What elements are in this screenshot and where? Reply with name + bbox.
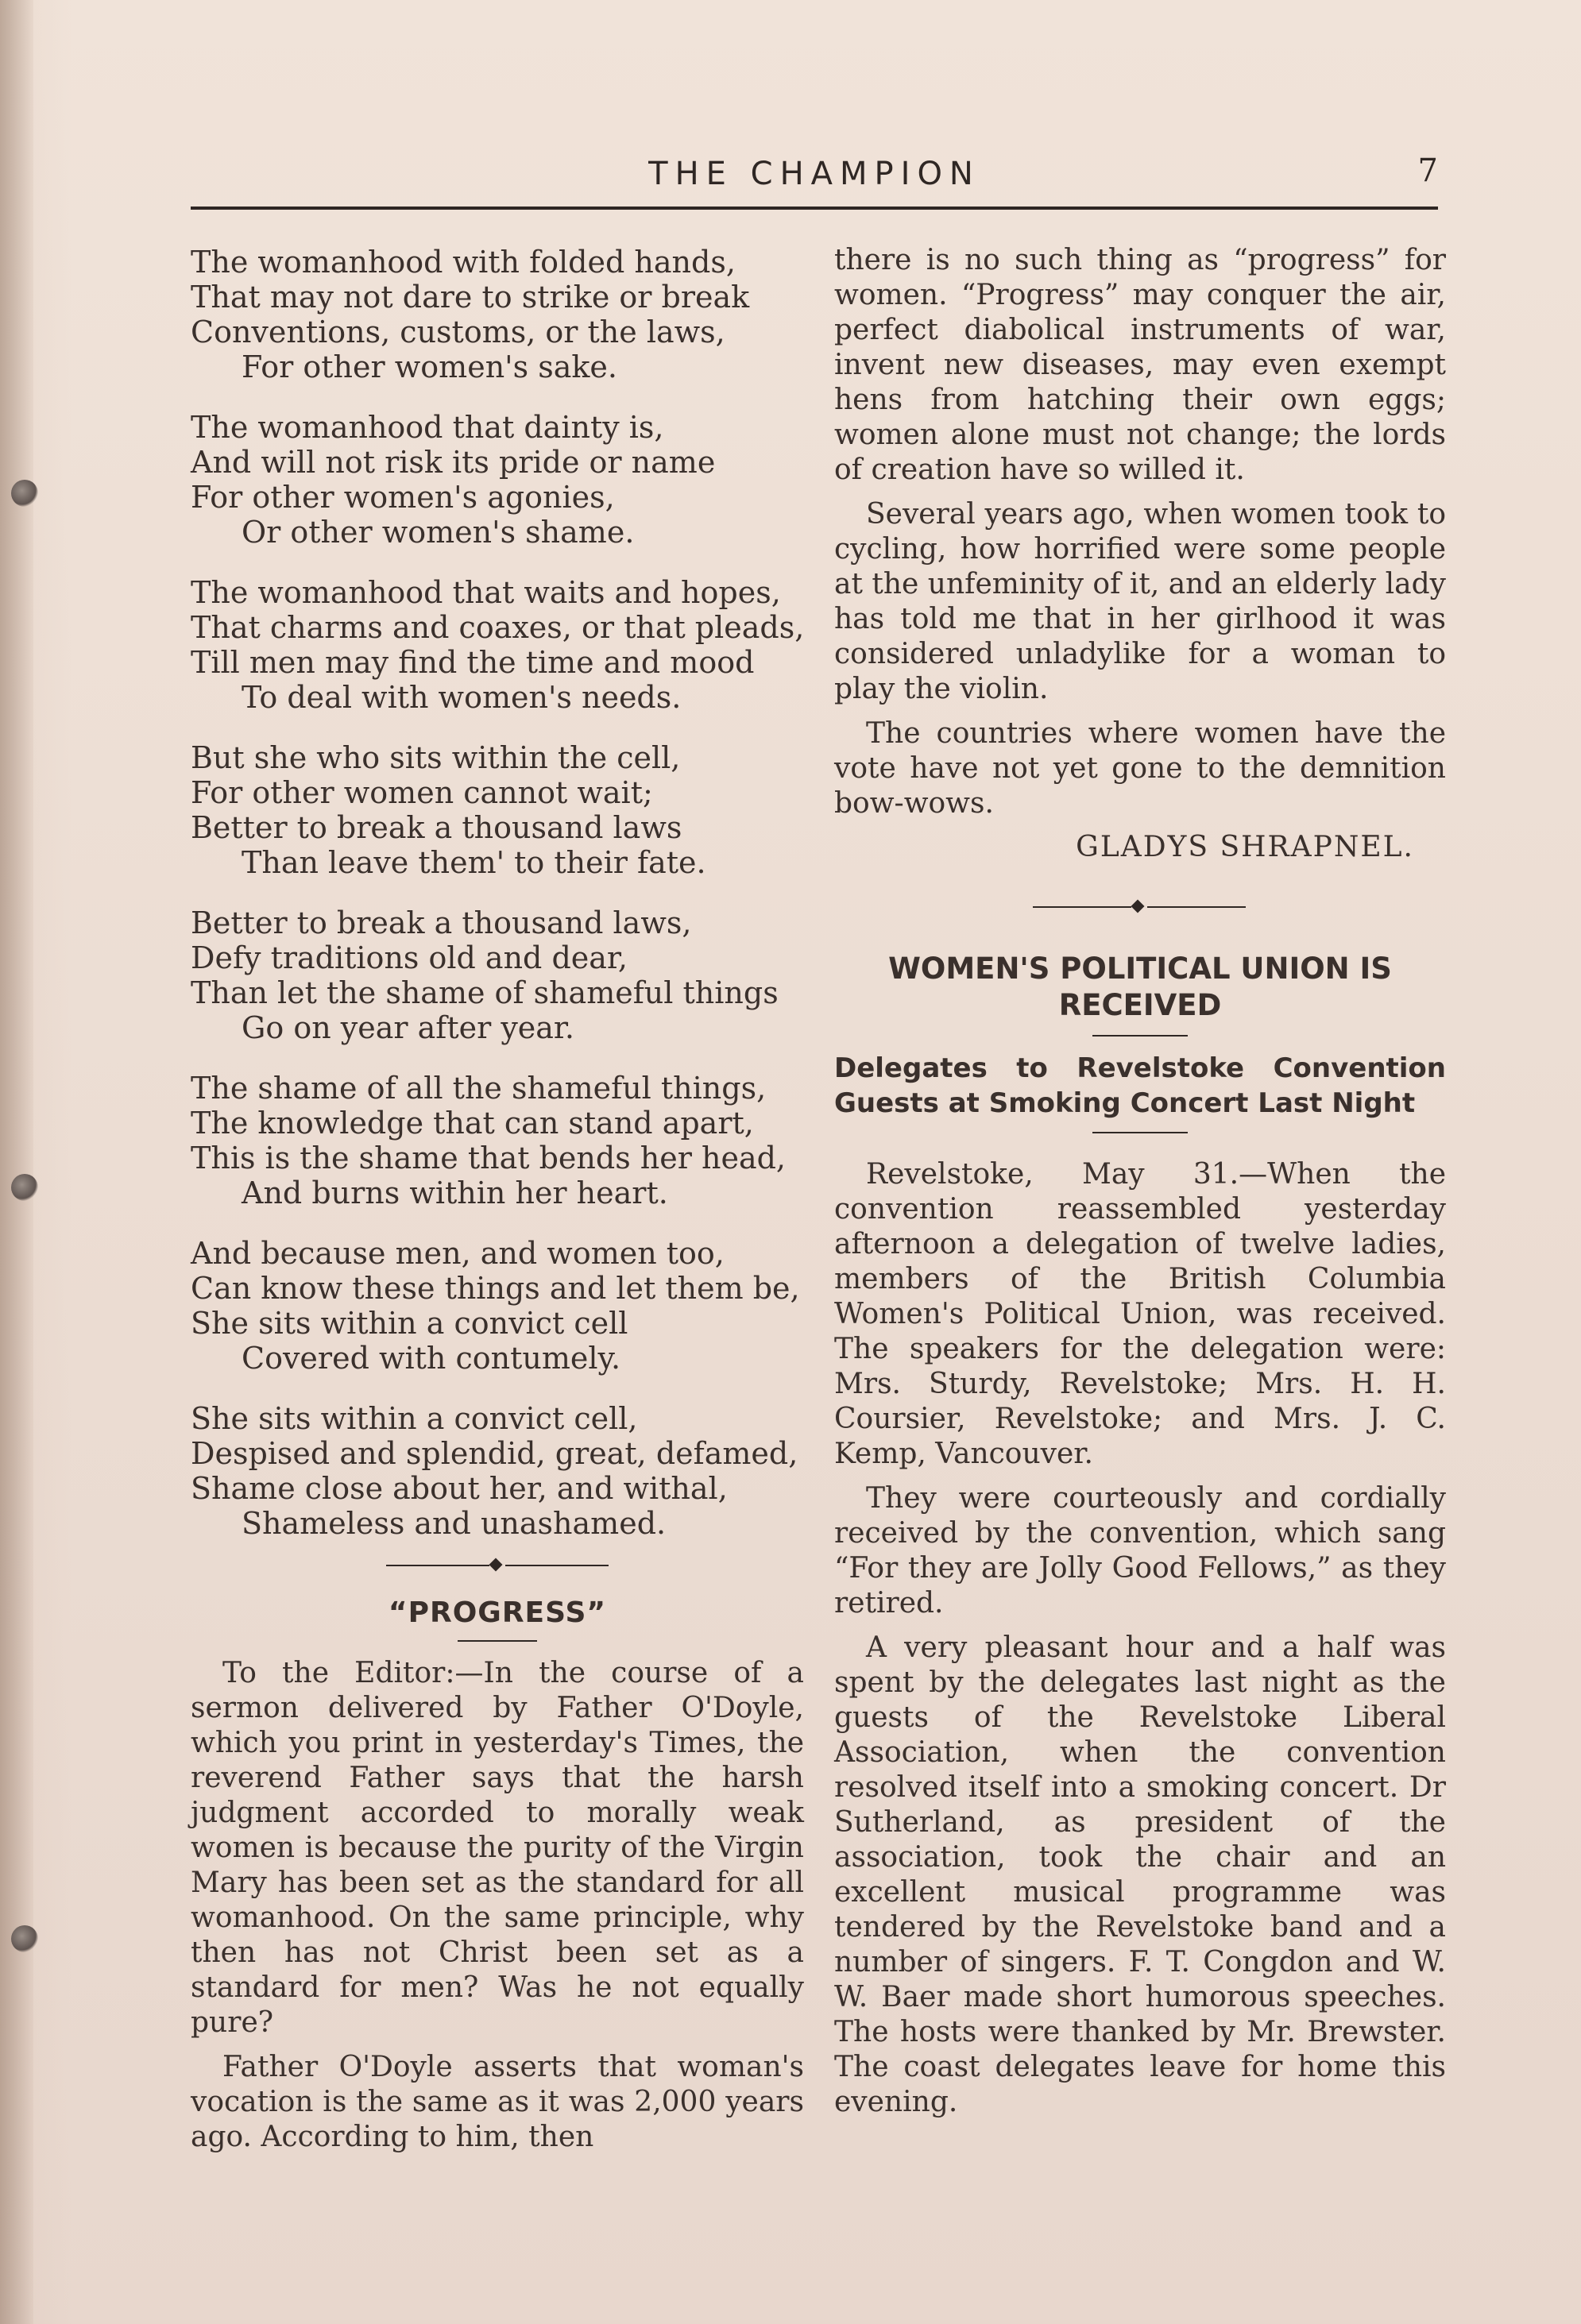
poem-stanza [191,1236,804,1376]
title-underline [1092,1035,1188,1037]
poem-stanza [191,905,804,1045]
poem-stanza [191,575,804,715]
poem-line: Than leave them' to their fate. [242,845,706,880]
poem-stanza [191,410,804,550]
staple-mark [11,480,38,507]
progress-letter-paragraph: The countries where women have the vote have not yet gone to the demnition bow-wows. [834,717,1446,820]
poem-line: Better to break a thousand laws, [191,905,692,940]
poem-line: And burns within her heart. [242,1176,668,1210]
poem-line: Or other women's shame. [242,515,635,550]
article-paragraph: They were courteously and cordially received by the convention, which sang “For they are Jolly Good Fellows,” as they retired. [834,1482,1446,1619]
article-paragraph: Revelstoke, May 31.—When the convention reassembled yesterday afternoon a delegation of twelve ladies, members of the British Columbia Women's Political Union, was received. The speakers for the delegation were: Mrs. Sturdy, Revelstoke; Mrs. H. H. Coursier, Revelstoke; and Mrs. J. C. Kemp, Vancouver. [834,1158,1446,1470]
title-underline [458,1640,537,1642]
progress-letter-continuation: there is no such thing as “progress” for women. “Progress” may conquer the air, perfect diabolical instruments of war, invent new diseases, may even exempt hens from hatching their own eggs; women alone must not change; the lords of creation have so willed it. [834,244,1446,486]
poem-line: That may not dare to strike or break [191,280,750,315]
page-number: 7 [1417,152,1438,189]
publication-title: THE CHAMPION [648,156,980,192]
poem-stanza [191,740,804,880]
progress-letter-paragraph: To the Editor:—In the course of a sermon delivered by Father O'Doyle, which you print in yesterday's Times, the reverend Father says that the harsh judgment accorded to morally weak women is because the purity of the Virgin Mary has been set as the standard for all womanhood. On the same principle, why then has not Christ been set as a standard for men? Was he not equally pure? [191,1657,804,2039]
poem-line: Till men may find the time and mood [191,645,755,680]
progress-letter-paragraph: Several years ago, when women took to cycling, how horrified were some people at the unfeminity of it, and an elderly lady has told me that in her girlhood it was considered unladylike for a woman to play the violin. [834,498,1446,705]
poem-line: The shame of all the shameful things, [191,1071,767,1106]
progress-letter-paragraph: Father O'Doyle asserts that woman's vocation is the same as it was 2,000 years ago. According to him, then [191,2051,804,2153]
poem-line: For other women cannot wait; [191,775,653,810]
progress-letter-title: “PROGRESS” [388,1596,607,1629]
poem-line: That charms and coaxes, or that pleads, [191,610,805,645]
poem-line: The womanhood with folded hands, [191,245,736,280]
poem-stanza [191,1401,804,1541]
poem-line: She sits within a convict cell [191,1306,628,1341]
section-divider-ornament [834,895,1446,919]
poem-line: Than let the shame of shameful things [191,975,779,1010]
poem-line: Conventions, customs, or the laws, [191,315,725,349]
staple-mark [11,1925,38,1952]
article-title [834,951,1446,1024]
binding-edge [0,0,33,2324]
subhead-underline [1092,1132,1188,1133]
staple-mark [11,1174,38,1201]
article-paragraph: A very pleasant hour and a half was spent by the delegates last night as the guests of the Revelstoke Liberal Association, when the convention resolved itself into a smoking concert. Dr Sutherland, as president of the association, took the chair and an excellent musical programme was tendered by the Revelstoke band and a number of singers. F. T. Congdon and W. W. Baer made short humorous speeches. The hosts were thanked by Mr. Brewster. The coast delegates leave for home this evening. [834,1631,1446,2118]
left-column [191,245,804,2164]
poem-line: The knowledge that can stand apart, [191,1106,754,1141]
poem-stanza [191,245,804,384]
poem-line: The womanhood that dainty is, [191,410,664,445]
poem-line: Shameless and unashamed. [242,1506,667,1541]
right-column [834,243,1446,2129]
poem-line: For other women's sake. [242,349,617,384]
poem-line: For other women's agonies, [191,480,615,515]
poem-stanza [191,1071,804,1210]
poem-line: Can know these things and let them be, [191,1271,800,1306]
poem-line: She sits within a convict cell, [191,1401,638,1436]
poem-line: Better to break a thousand laws [191,810,682,845]
poem-line: Covered with contumely. [242,1341,621,1376]
poem-line: But she who sits within the cell, [191,740,681,775]
poem-line: Shame close about her, and withal, [191,1471,728,1506]
article-subhead: Delegates to Revelstoke Convention Guests at Smoking Concert Last Night [834,1052,1446,1119]
poem-line: The womanhood that waits and hopes, [191,575,781,610]
poem-line: Go on year after year. [242,1010,575,1045]
poem-line: And will not risk its pride or name [191,445,716,480]
poem-line: To deal with women's needs. [242,680,682,715]
article-title-line: RECEIVED [1058,988,1222,1022]
poem [191,245,804,1541]
article-title-line: WOMEN'S POLITICAL UNION IS [888,952,1392,986]
page-header [191,152,1438,210]
poem-line: Despised and splendid, great, defamed, [191,1436,798,1471]
section-divider-ornament [191,1554,804,1577]
poem-line: Defy traditions old and dear, [191,940,628,975]
poem-line: This is the shame that bends her head, [191,1141,786,1176]
letter-signature: GLADYS SHRAPNEL. [1076,831,1414,863]
poem-line: And because men, and women too, [191,1236,725,1271]
